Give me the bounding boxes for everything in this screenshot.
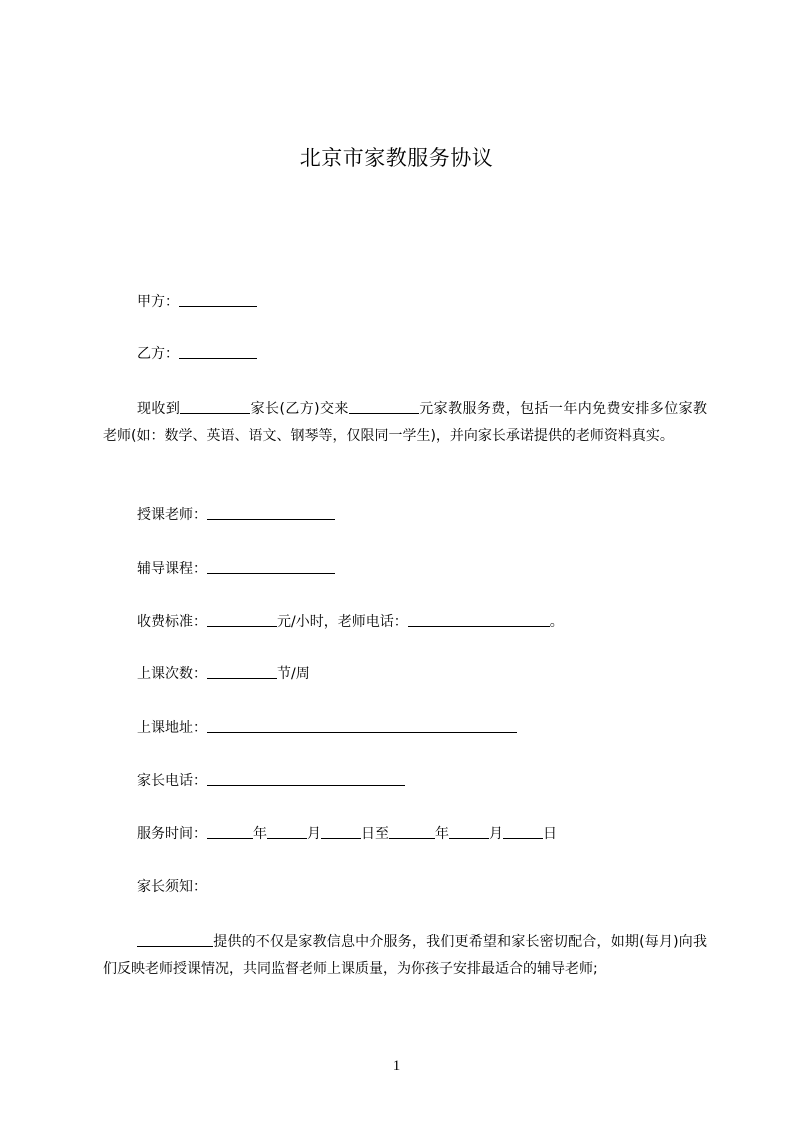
intro-text-3: 元家教服务费，包括一年内免费安排多位家教老师(如：数学、英语、语文、钢琴等，仅限同一学生)，并向家长承诺提供的老师资料真实。 — [103, 401, 708, 444]
frequency-blank — [207, 664, 277, 679]
frequency-unit: 节/周 — [277, 666, 310, 682]
teacher-label: 授课老师： — [137, 507, 207, 523]
start-year-blank — [207, 824, 253, 839]
intro-paragraph — [103, 396, 707, 449]
notice-text: 提供的不仅是家教信息中介服务，我们更希望和家长密切配合，如期(每月)向我们反映老师授课情况，共同监督老师上课质量，为你孩子安排最适合的辅导老师; — [103, 934, 707, 977]
teacher-blank — [207, 505, 335, 520]
address-blank — [207, 718, 517, 733]
end-year-unit: 年 — [435, 826, 449, 842]
fee-unit: 元/小时，老师电话： — [277, 614, 408, 630]
intro-name-blank — [180, 399, 250, 414]
notice-paragraph — [103, 929, 707, 982]
start-day-to: 日至 — [361, 826, 389, 842]
notice-heading — [137, 877, 207, 897]
parent-phone-line — [137, 771, 405, 791]
party-a-label: 甲方： — [137, 294, 179, 310]
parent-phone-blank — [207, 771, 405, 786]
start-day-blank — [321, 824, 361, 839]
document-title: 北京市家教服务协议 — [299, 146, 494, 170]
fee-blank — [207, 612, 277, 627]
frequency-label: 上课次数： — [137, 666, 207, 682]
party-b-line — [137, 344, 257, 364]
fee-label: 收费标准： — [137, 614, 207, 630]
intro-text-1: 现收到 — [137, 401, 181, 417]
fee-end: 。 — [549, 614, 564, 630]
end-day-blank — [503, 824, 543, 839]
start-month-unit: 月 — [307, 826, 321, 842]
party-a-blank — [179, 292, 257, 307]
end-year-blank — [389, 824, 435, 839]
teacher-line — [137, 505, 335, 525]
company-name-blank — [137, 932, 213, 947]
start-year-unit: 年 — [253, 826, 267, 842]
address-label: 上课地址： — [137, 720, 207, 736]
service-time-label: 服务时间： — [137, 826, 207, 842]
page-number: 1 — [392, 1058, 401, 1074]
start-month-blank — [267, 824, 307, 839]
end-day-unit: 日 — [543, 826, 557, 842]
course-blank — [207, 559, 335, 574]
party-b-blank — [179, 344, 257, 359]
fee-line — [137, 612, 564, 632]
service-time-line — [137, 824, 557, 844]
teacher-phone-blank — [408, 612, 550, 627]
course-label: 辅导课程： — [137, 561, 207, 577]
intro-text-2: 家长(乙方)交来 — [250, 401, 349, 417]
address-line — [137, 718, 517, 738]
course-line — [137, 559, 335, 579]
notice-label: 家长须知： — [137, 879, 207, 895]
intro-amount-blank — [349, 399, 419, 414]
end-month-unit: 月 — [489, 826, 503, 842]
frequency-line — [137, 664, 310, 684]
end-month-blank — [449, 824, 489, 839]
parent-phone-label: 家长电话： — [137, 773, 207, 789]
party-a-line — [137, 292, 257, 312]
party-b-label: 乙方： — [137, 346, 179, 362]
